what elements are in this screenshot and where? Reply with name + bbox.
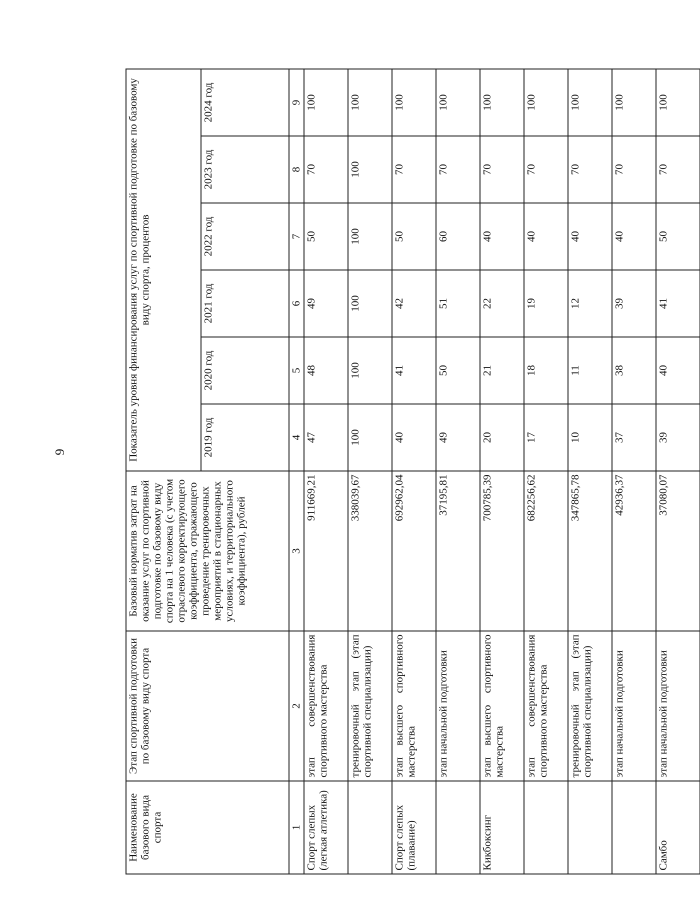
value-cell: 18 <box>524 337 568 404</box>
sport-cell: Спорт слепых (легкая атлетика) <box>304 781 348 874</box>
stage-cell: этап начальной подготовки <box>612 631 656 781</box>
header-group: Показатель уровня финансирования услуг по спортивной подготовке по базовому виду спорта, процентов <box>126 69 201 471</box>
stage-cell: тренировочный этап (этап спортивной специализации) <box>568 631 612 781</box>
index-cell: 7 <box>289 203 304 270</box>
value-cell: 100 <box>348 69 392 136</box>
value-cell: 37 <box>612 404 656 471</box>
norm-cell: 37195,81 <box>436 471 480 631</box>
value-cell: 100 <box>348 270 392 337</box>
sport-cell <box>436 781 480 874</box>
value-cell: 42 <box>392 270 436 337</box>
value-cell: 40 <box>568 203 612 270</box>
header-year: 2022 год <box>201 203 289 270</box>
value-cell: 100 <box>480 69 524 136</box>
index-cell: 5 <box>289 337 304 404</box>
header-sport: Наименование базового вида спорта <box>126 781 289 874</box>
norm-cell: 42936,37 <box>612 471 656 631</box>
value-cell: 100 <box>524 69 568 136</box>
value-cell: 50 <box>392 203 436 270</box>
value-cell: 10 <box>568 404 612 471</box>
index-cell: 1 <box>289 781 304 874</box>
value-cell: 40 <box>480 203 524 270</box>
table-row <box>524 69 568 874</box>
norm-cell: 700785,39 <box>480 471 524 631</box>
table-row <box>656 69 700 874</box>
value-cell: 21 <box>480 337 524 404</box>
value-cell: 100 <box>392 69 436 136</box>
value-cell: 70 <box>392 136 436 203</box>
norm-cell: 911669,21 <box>304 471 348 631</box>
header-norm: Базовый норматив затрат на оказание услуг по спортивной подготовке по базовому виду спорта на 1 человека (с учетом отраслевого корректирующего коэффициента, отражающего проведение тренировочных мероприятий в стационарных условиях, и территориального коэффициента), рублей <box>126 471 289 631</box>
stage-cell: этап совершенствования спортивного мастерства <box>304 631 348 781</box>
value-cell: 70 <box>656 136 700 203</box>
table-row <box>568 69 612 874</box>
header-year: 2019 год <box>201 404 289 471</box>
value-cell: 70 <box>436 136 480 203</box>
page-number: 9 <box>52 448 67 456</box>
value-cell: 22 <box>480 270 524 337</box>
value-cell: 17 <box>524 404 568 471</box>
table-row <box>392 69 436 874</box>
table-row <box>612 69 656 874</box>
norm-cell: 37080,07 <box>656 471 700 631</box>
index-cell: 4 <box>289 404 304 471</box>
value-cell: 70 <box>480 136 524 203</box>
rotated-table-wrapper <box>125 70 669 875</box>
value-cell: 100 <box>304 69 348 136</box>
value-cell: 50 <box>304 203 348 270</box>
norm-cell: 692962,04 <box>392 471 436 631</box>
table-row <box>304 69 348 874</box>
sport-cell <box>524 781 568 874</box>
sport-cell: Кикбоксинг <box>480 781 524 874</box>
value-cell: 39 <box>612 270 656 337</box>
header-year: 2023 год <box>201 136 289 203</box>
sport-cell: Спорт слепых (плавание) <box>392 781 436 874</box>
value-cell: 100 <box>348 203 392 270</box>
sport-cell <box>612 781 656 874</box>
stage-cell: этап совершенствования спортивного мастерства <box>524 631 568 781</box>
value-cell: 40 <box>656 337 700 404</box>
header-year: 2021 год <box>201 270 289 337</box>
value-cell: 51 <box>436 270 480 337</box>
value-cell: 100 <box>568 69 612 136</box>
norm-cell: 682256,62 <box>524 471 568 631</box>
value-cell: 70 <box>568 136 612 203</box>
value-cell: 49 <box>436 404 480 471</box>
value-cell: 70 <box>304 136 348 203</box>
value-cell: 50 <box>436 337 480 404</box>
value-cell: 20 <box>480 404 524 471</box>
stage-cell: этап начальной подготовки <box>436 631 480 781</box>
value-cell: 12 <box>568 270 612 337</box>
value-cell: 100 <box>348 404 392 471</box>
financing-table <box>125 68 700 874</box>
header-year: 2024 год <box>201 69 289 136</box>
value-cell: 40 <box>612 203 656 270</box>
value-cell: 48 <box>304 337 348 404</box>
value-cell: 70 <box>524 136 568 203</box>
value-cell: 47 <box>304 404 348 471</box>
table-row <box>480 69 524 874</box>
value-cell: 40 <box>524 203 568 270</box>
value-cell: 41 <box>392 337 436 404</box>
value-cell: 19 <box>524 270 568 337</box>
table-row <box>348 69 392 874</box>
index-cell: 6 <box>289 270 304 337</box>
header-year: 2020 год <box>201 337 289 404</box>
stage-cell: тренировочный этап (этап спортивной специализации) <box>348 631 392 781</box>
value-cell: 39 <box>656 404 700 471</box>
value-cell: 100 <box>348 337 392 404</box>
stage-cell: этап высшего спортивного мастерства <box>480 631 524 781</box>
norm-cell: 338039,67 <box>348 471 392 631</box>
index-cell: 2 <box>289 631 304 781</box>
value-cell: 38 <box>612 337 656 404</box>
header-stage: Этап спортивной подготовки по базовому виду спорта <box>126 631 289 781</box>
value-cell: 60 <box>436 203 480 270</box>
value-cell: 100 <box>656 69 700 136</box>
value-cell: 11 <box>568 337 612 404</box>
sport-cell: Самбо <box>656 781 700 874</box>
value-cell: 70 <box>612 136 656 203</box>
index-cell: 9 <box>289 69 304 136</box>
value-cell: 100 <box>348 136 392 203</box>
stage-cell: этап высшего спортивного мастерства <box>392 631 436 781</box>
value-cell: 49 <box>304 270 348 337</box>
sport-cell <box>348 781 392 874</box>
stage-cell: этап начальной подготовки <box>656 631 700 781</box>
norm-cell: 347865,78 <box>568 471 612 631</box>
index-cell: 3 <box>289 471 304 631</box>
value-cell: 100 <box>436 69 480 136</box>
header-row <box>126 69 201 874</box>
value-cell: 50 <box>656 203 700 270</box>
value-cell: 41 <box>656 270 700 337</box>
table-row <box>436 69 480 874</box>
value-cell: 40 <box>392 404 436 471</box>
index-row <box>289 69 304 874</box>
index-cell: 8 <box>289 136 304 203</box>
sport-cell <box>568 781 612 874</box>
value-cell: 100 <box>612 69 656 136</box>
